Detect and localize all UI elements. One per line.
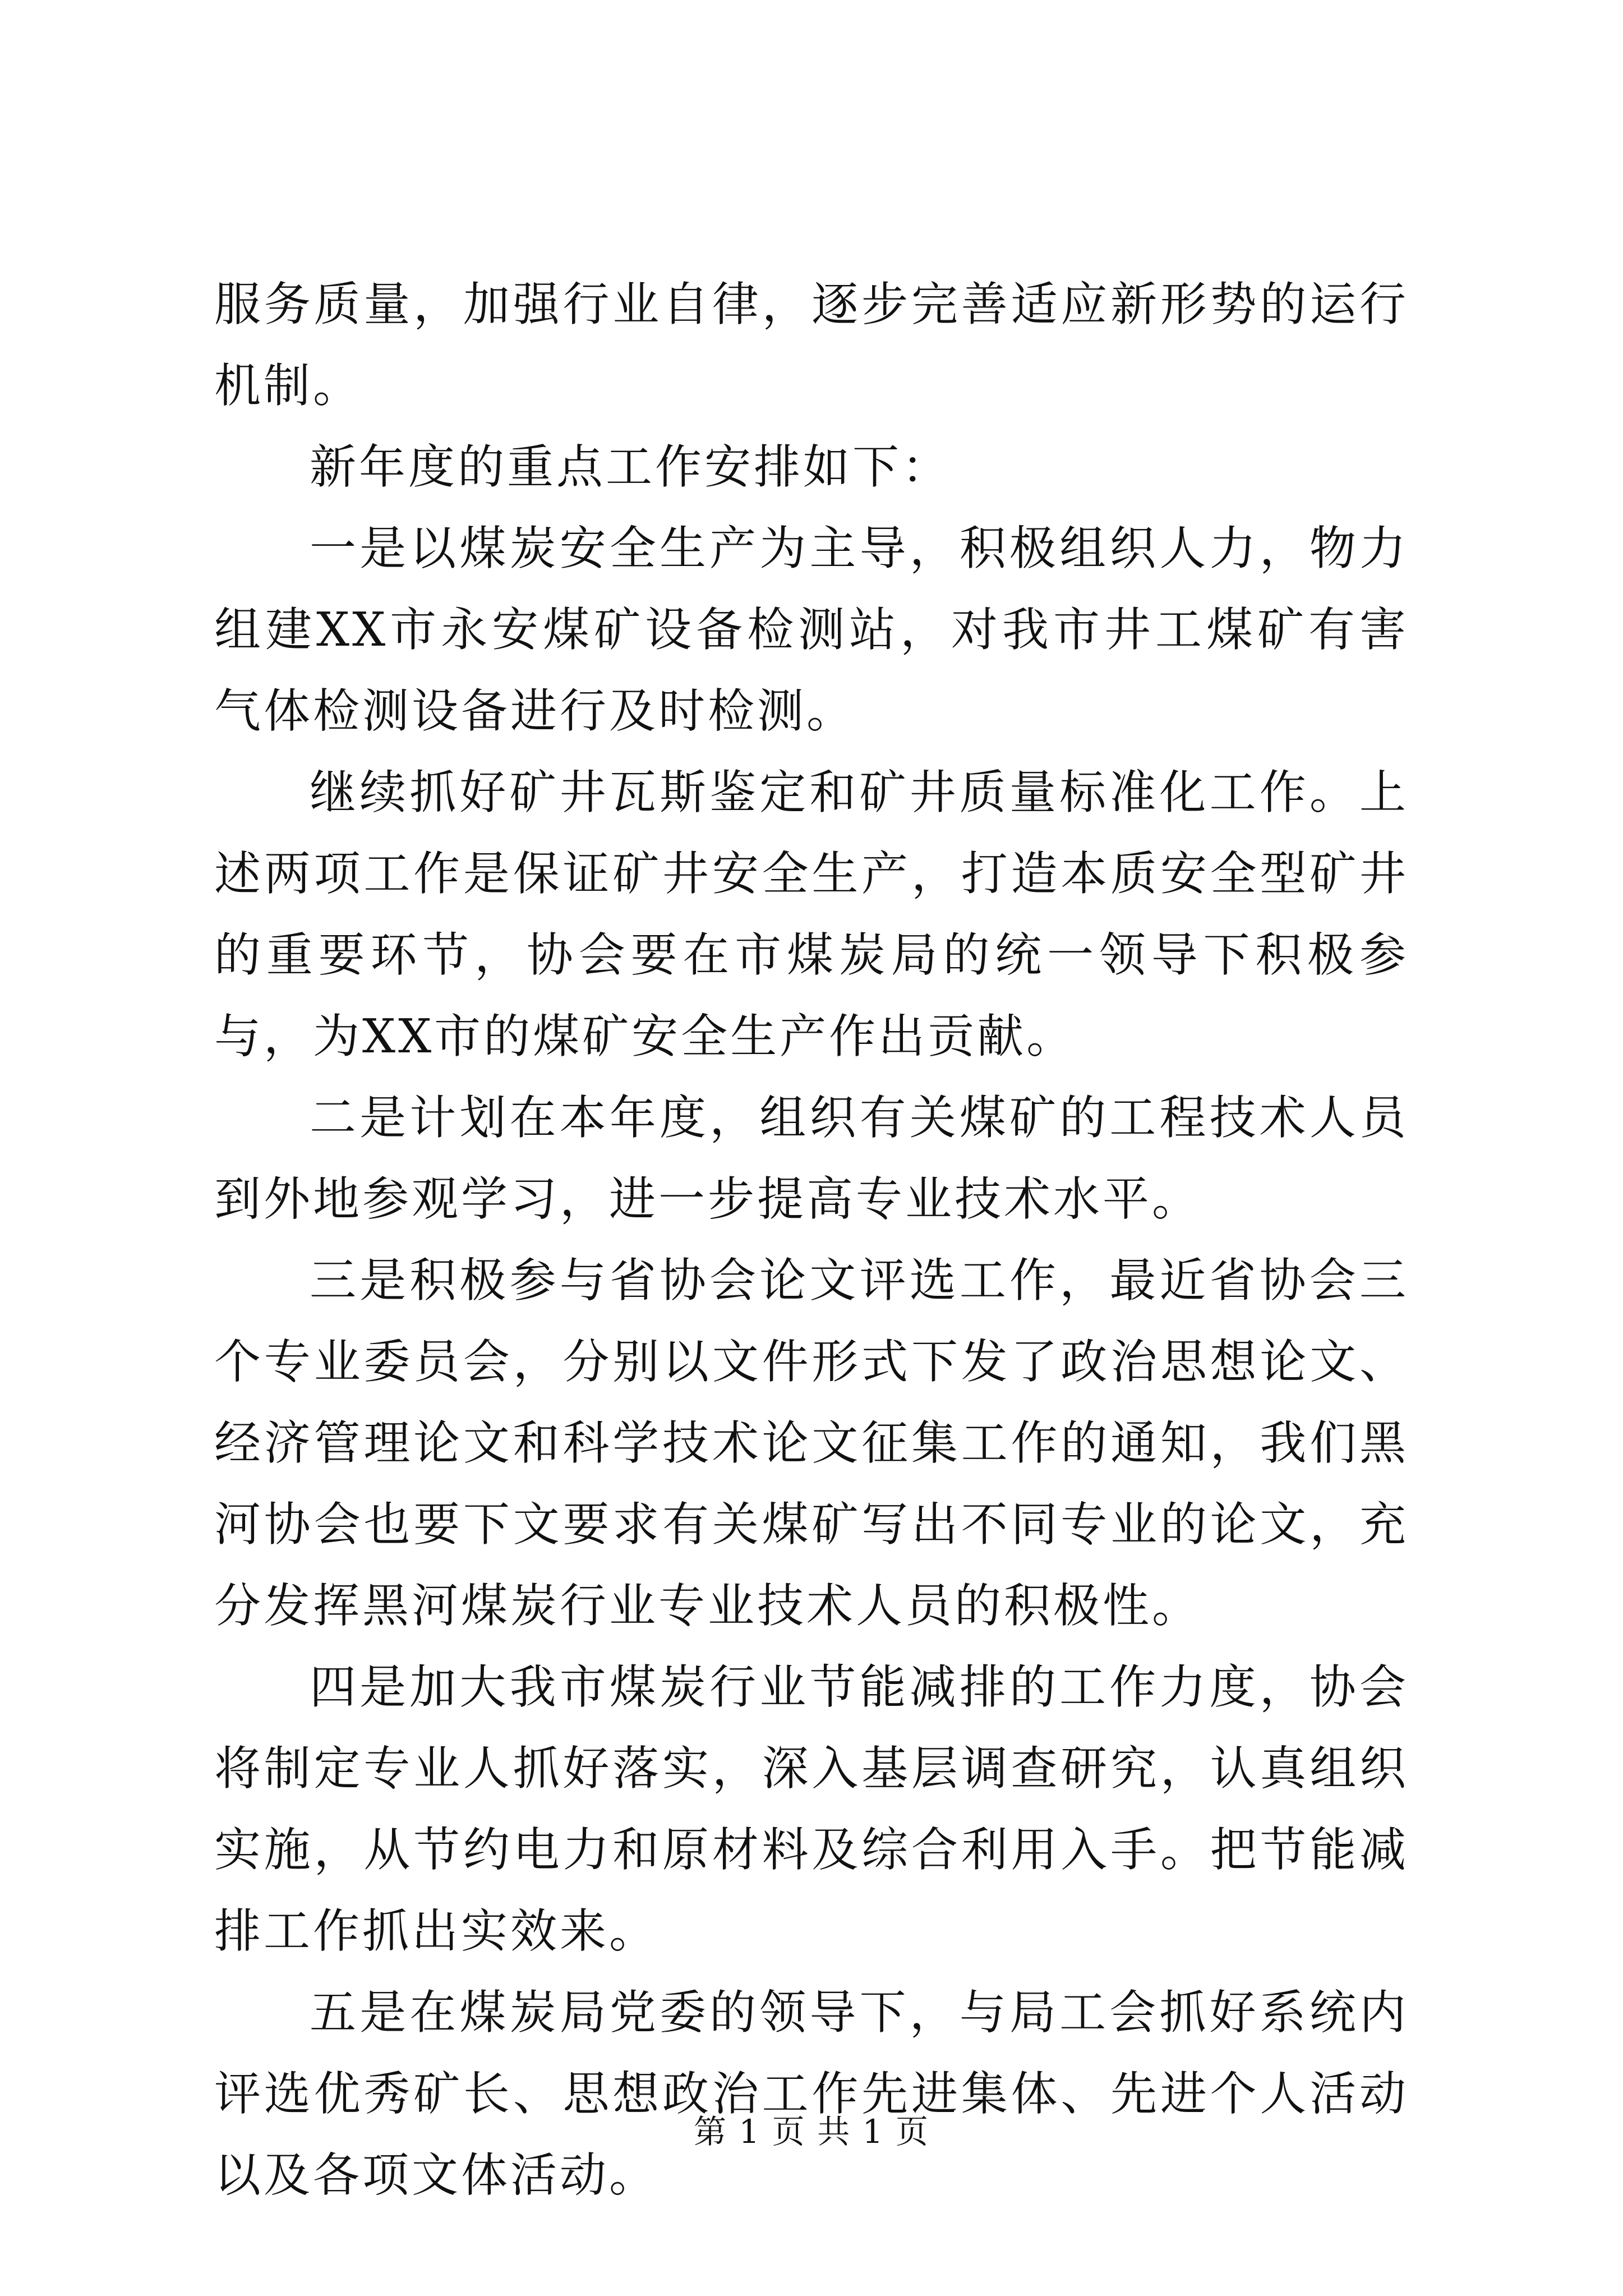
paragraph: 新年度的重点工作安排如下： bbox=[310, 440, 951, 494]
page-footer: 第 1 页 共 1 页 bbox=[694, 2113, 929, 2151]
paragraph: 五是在煤炭局党委的领导下，与局工会抓好系统内评选优秀矿长、思想政治工作先进集体、先进个人活动以及各项文体活动。 bbox=[214, 1985, 1409, 2202]
paragraph: 四是加大我市煤炭行业节能减排的工作力度，协会将制定专业人抓好落实，深入基层调查研究，认真组织实施，从节约电力和原材料及综合利用入手。把节能减排工作抓出实效来。 bbox=[214, 1660, 1409, 1958]
document-body bbox=[214, 264, 1409, 2216]
paragraph: 三是积极参与省协会论文评选工作，最近省协会三个专业委员会，分别以文件形式下发了政治思想论文、经济管理论文和科学技术论文征集工作的通知，我们黑河协会也要下文要求有关煤矿写出不同专业的论文，充分发挥黑河煤炭行业专业技术人员的积极性。 bbox=[214, 1253, 1409, 1633]
paragraph: 一是以煤炭安全生产为主导，积极组织人力，物力组建XX市永安煤矿设备检测站，对我市井工煤矿有害气体检测设备进行及时检测。 bbox=[214, 521, 1409, 738]
paragraph: 二是计划在本年度，组织有关煤矿的工程技术人员到外地参观学习，进一步提高专业技术水平。 bbox=[214, 1091, 1409, 1226]
paragraph: 服务质量，加强行业自律，逐步完善适应新形势的运行机制。 bbox=[214, 277, 1409, 413]
paragraph: 继续抓好矿井瓦斯鉴定和矿井质量标准化工作。上述两项工作是保证矿井安全生产，打造本质安全型矿井的重要环节，协会要在市煤炭局的统一领导下积极参与，为XX市的煤矿安全生产作出贡献。 bbox=[214, 765, 1409, 1064]
